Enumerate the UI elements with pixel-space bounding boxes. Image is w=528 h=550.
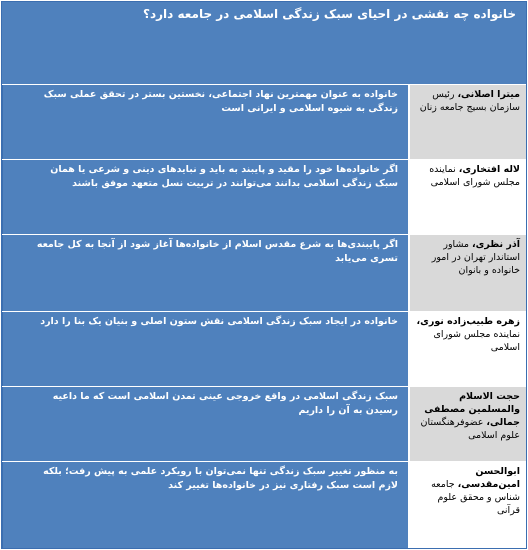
- quote-cell: خانواده در ایجاد سبک زندگی اسلامی نقش ستون اصلی و بنیان یک بنا را دارد: [2, 312, 408, 386]
- quote-cell: خانواده به عنوان مهمترین نهاد اجتماعی، نخستین بستر در تحقق عملی سبک زندگی به شیوه اسلامی و ایرانی است: [2, 85, 408, 159]
- speaker-role: مشاور استاندار تهران در امور خانواده و بانوان: [431, 239, 520, 276]
- table-row: [2, 311, 526, 386]
- table-row: [2, 234, 526, 311]
- quote-cell: اگر پایبندی‌ها به شرع مقدس اسلام از خانواده‌ها آغاز شود از آنجا به کل جامعه تسری می‌یابد: [2, 235, 408, 311]
- speaker-name: لاله افتخاری،: [458, 164, 520, 175]
- speaker-name: ابوالحسن امین‌مقدسی،: [457, 466, 520, 490]
- speaker-cell: [410, 387, 526, 461]
- speaker-name: آذر نظری،: [472, 239, 520, 250]
- speaker-name: میترا اصلانی،: [457, 89, 520, 100]
- speaker-cell: [410, 312, 526, 386]
- table-row: [2, 461, 526, 548]
- speaker-role: عضوفرهنگستان علوم اسلامی: [420, 417, 520, 441]
- table-row: [2, 84, 526, 159]
- table-title: خانواده چه نقشی در احیای سبک زندگی اسلامی در جامعه دارد؟: [142, 7, 516, 21]
- quote-cell: اگر خانواده‌ها خود را مقید و پایبند به باید و نبایدهای دینی و شرعی یا همان سبک زندگی اسلامی بدانند می‌توانند در تربیت نسل متعهد موفق باشند: [2, 160, 408, 234]
- table-row: [2, 159, 526, 234]
- quote-cell: سبک زندگی اسلامی در واقع خروجی عینی تمدن اسلامی است که ما داعیه رسیدن به آن را داریم: [2, 387, 408, 461]
- speaker-role: نماینده مجلس شورای اسلامی: [433, 329, 520, 353]
- speaker-cell: [410, 235, 526, 311]
- table-header: [2, 2, 526, 84]
- speaker-cell: [410, 160, 526, 234]
- table-row: [2, 386, 526, 461]
- speaker-name: حجت الاسلام والمسلمین مصطفی جمالی،: [424, 391, 520, 428]
- speaker-role: جامعه شناس و محقق علوم قرآنی: [431, 479, 520, 516]
- speaker-role: نماینده مجلس شورای اسلامی: [429, 164, 520, 188]
- speaker-name: زهره طبیب‌زاده نوری،: [416, 316, 520, 327]
- speaker-cell: [410, 85, 526, 159]
- speaker-role: رئیس سازمان بسیج جامعه زنان: [419, 89, 520, 113]
- quote-cell: به منظور تغییر سبک زندگی تنها نمی‌توان با رویکرد علمی به پیش رفت؛ بلکه لازم است سبک رفتاری نیز در خانواده‌ها تغییر کند: [2, 462, 408, 548]
- infographic-table: [1, 1, 527, 549]
- speaker-cell: [410, 462, 526, 548]
